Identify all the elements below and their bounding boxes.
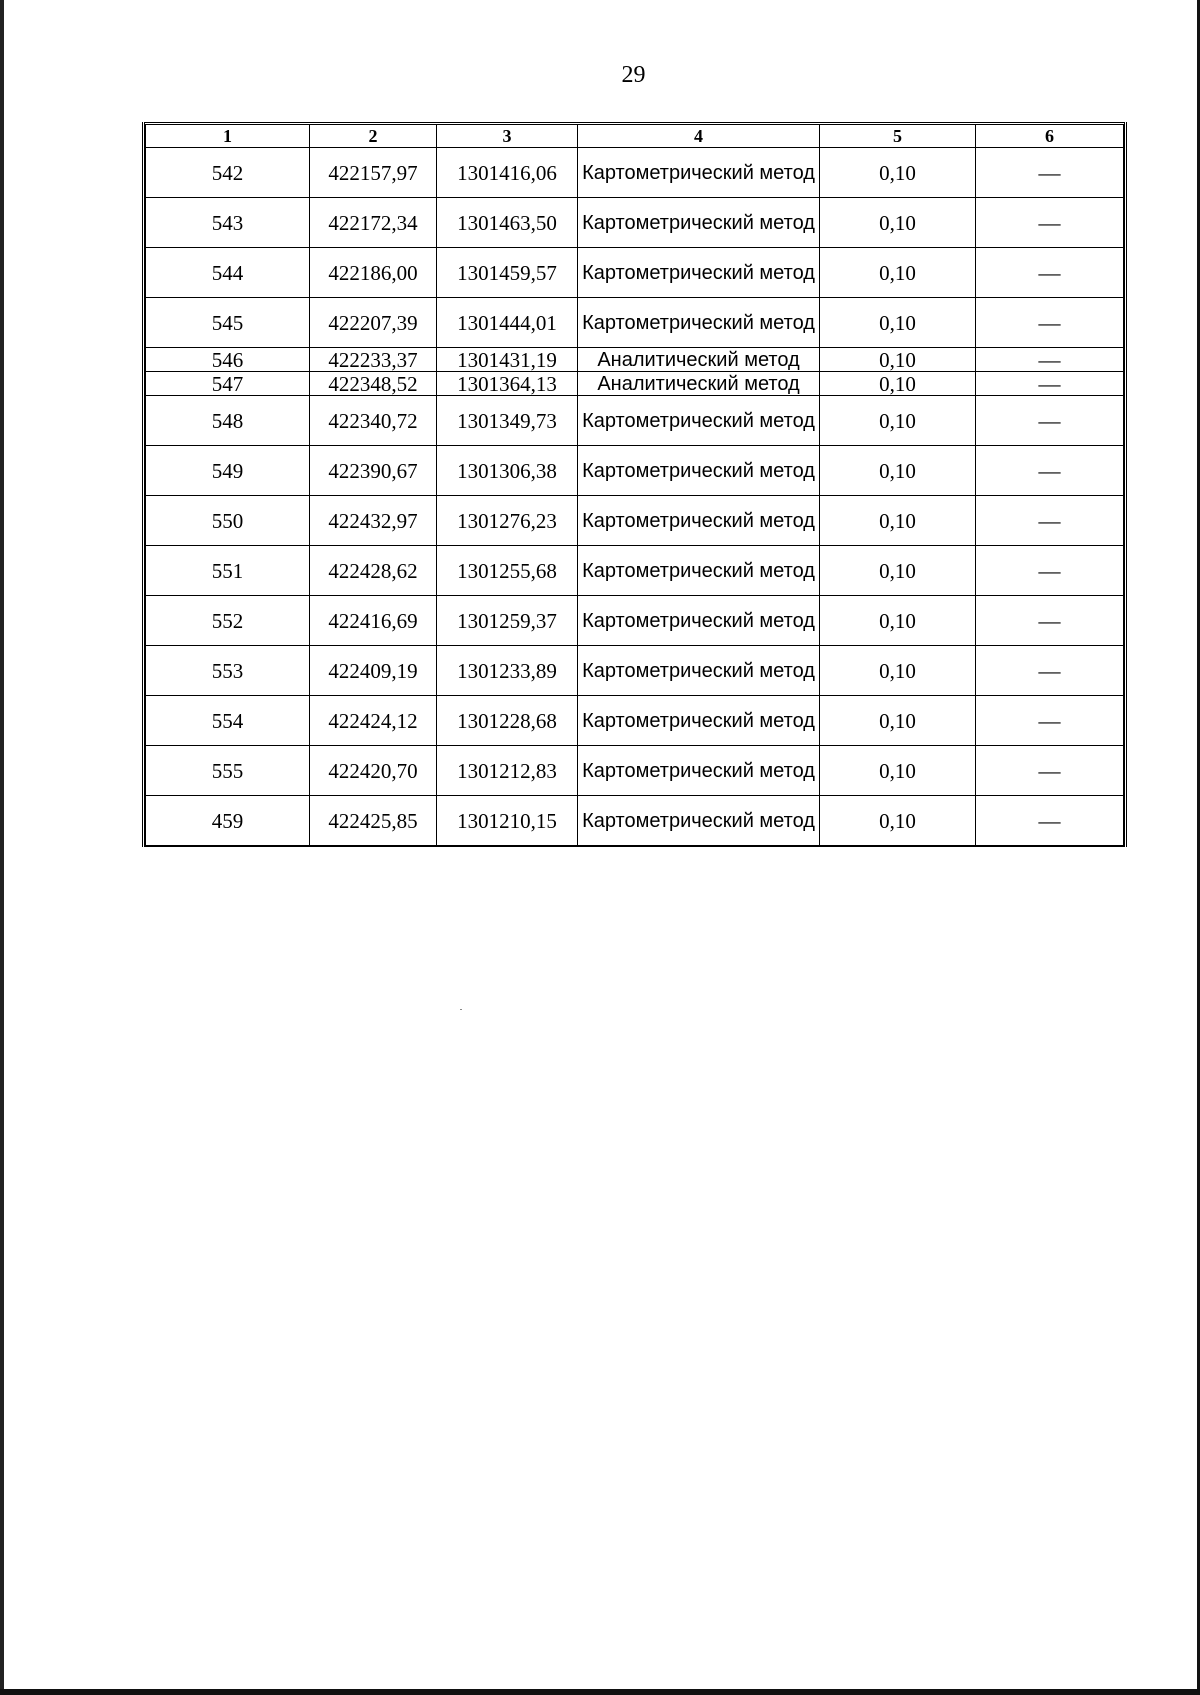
y-coordinate-cell: 1301255,68 [437, 546, 578, 596]
point-number-cell: 548 [146, 396, 310, 446]
precision-cell: 0,10 [820, 396, 976, 446]
header-col-1: 1 [146, 124, 310, 148]
table-row [146, 372, 1124, 396]
precision-cell: 0,10 [820, 646, 976, 696]
scan-border-left [0, 0, 4, 1695]
precision-cell: 0,10 [820, 596, 976, 646]
page-number: 29 [621, 62, 646, 88]
x-coordinate-cell: 422432,97 [310, 496, 437, 546]
precision-cell: 0,10 [820, 248, 976, 298]
method-cell: Картометрический метод [578, 646, 820, 696]
table-row [146, 696, 1124, 746]
x-coordinate-cell: 422420,70 [310, 746, 437, 796]
point-number-cell: 544 [146, 248, 310, 298]
y-coordinate-cell: 1301228,68 [437, 696, 578, 746]
note-cell: — [976, 348, 1124, 372]
header-col-4: 4 [578, 124, 820, 148]
scan-speck [460, 1009, 462, 1010]
y-coordinate-cell: 1301212,83 [437, 746, 578, 796]
method-cell: Картометрический метод [578, 796, 820, 847]
point-number-cell: 551 [146, 546, 310, 596]
x-coordinate-cell: 422348,52 [310, 372, 437, 396]
x-coordinate-cell: 422233,37 [310, 348, 437, 372]
note-cell: — [976, 148, 1124, 198]
point-number-cell: 543 [146, 198, 310, 248]
table-row [146, 248, 1124, 298]
precision-cell: 0,10 [820, 796, 976, 847]
method-cell: Картометрический метод [578, 198, 820, 248]
point-number-cell: 554 [146, 696, 310, 746]
x-coordinate-cell: 422157,97 [310, 148, 437, 198]
y-coordinate-cell: 1301463,50 [437, 198, 578, 248]
point-number-cell: 553 [146, 646, 310, 696]
note-cell: — [976, 546, 1124, 596]
y-coordinate-cell: 1301444,01 [437, 298, 578, 348]
table-row [146, 646, 1124, 696]
table-row [146, 348, 1124, 372]
y-coordinate-cell: 1301276,23 [437, 496, 578, 546]
header-row [146, 124, 1124, 148]
point-number-cell: 459 [146, 796, 310, 847]
y-coordinate-cell: 1301431,19 [437, 348, 578, 372]
x-coordinate-cell: 422390,67 [310, 446, 437, 496]
note-cell: — [976, 248, 1124, 298]
method-cell: Картометрический метод [578, 396, 820, 446]
table-row [146, 746, 1124, 796]
note-cell: — [976, 696, 1124, 746]
table-row [146, 796, 1124, 847]
precision-cell: 0,10 [820, 348, 976, 372]
note-cell: — [976, 496, 1124, 546]
method-cell: Картометрический метод [578, 248, 820, 298]
table-row [146, 198, 1124, 248]
precision-cell: 0,10 [820, 198, 976, 248]
y-coordinate-cell: 1301306,38 [437, 446, 578, 496]
method-cell: Аналитический метод [578, 372, 820, 396]
coordinates-table [145, 122, 1124, 847]
table-row [146, 496, 1124, 546]
note-cell: — [976, 298, 1124, 348]
y-coordinate-cell: 1301233,89 [437, 646, 578, 696]
method-cell: Картометрический метод [578, 496, 820, 546]
x-coordinate-cell: 422425,85 [310, 796, 437, 847]
method-cell: Картометрический метод [578, 446, 820, 496]
point-number-cell: 546 [146, 348, 310, 372]
table-row [146, 596, 1124, 646]
x-coordinate-cell: 422186,00 [310, 248, 437, 298]
table-row [146, 446, 1124, 496]
precision-cell: 0,10 [820, 298, 976, 348]
note-cell: — [976, 796, 1124, 847]
precision-cell: 0,10 [820, 446, 976, 496]
header-col-2: 2 [310, 124, 437, 148]
x-coordinate-cell: 422172,34 [310, 198, 437, 248]
precision-cell: 0,10 [820, 696, 976, 746]
method-cell: Картометрический метод [578, 148, 820, 198]
table-body [146, 148, 1124, 847]
header-col-3: 3 [437, 124, 578, 148]
table-row [146, 546, 1124, 596]
point-number-cell: 547 [146, 372, 310, 396]
note-cell: — [976, 596, 1124, 646]
table-row [146, 148, 1124, 198]
y-coordinate-cell: 1301210,15 [437, 796, 578, 847]
note-cell: — [976, 646, 1124, 696]
x-coordinate-cell: 422416,69 [310, 596, 437, 646]
x-coordinate-cell: 422424,12 [310, 696, 437, 746]
x-coordinate-cell: 422409,19 [310, 646, 437, 696]
note-cell: — [976, 446, 1124, 496]
precision-cell: 0,10 [820, 496, 976, 546]
note-cell: — [976, 396, 1124, 446]
point-number-cell: 550 [146, 496, 310, 546]
point-number-cell: 549 [146, 446, 310, 496]
x-coordinate-cell: 422340,72 [310, 396, 437, 446]
point-number-cell: 545 [146, 298, 310, 348]
x-coordinate-cell: 422207,39 [310, 298, 437, 348]
note-cell: — [976, 372, 1124, 396]
method-cell: Картометрический метод [578, 696, 820, 746]
scan-border-bottom [0, 1689, 1200, 1695]
method-cell: Аналитический метод [578, 348, 820, 372]
header-col-6: 6 [976, 124, 1124, 148]
precision-cell: 0,10 [820, 372, 976, 396]
table-row [146, 298, 1124, 348]
precision-cell: 0,10 [820, 148, 976, 198]
point-number-cell: 552 [146, 596, 310, 646]
method-cell: Картометрический метод [578, 546, 820, 596]
note-cell: — [976, 198, 1124, 248]
precision-cell: 0,10 [820, 746, 976, 796]
method-cell: Картометрический метод [578, 298, 820, 348]
y-coordinate-cell: 1301459,57 [437, 248, 578, 298]
table-row [146, 396, 1124, 446]
method-cell: Картометрический метод [578, 596, 820, 646]
y-coordinate-cell: 1301416,06 [437, 148, 578, 198]
method-cell: Картометрический метод [578, 746, 820, 796]
point-number-cell: 542 [146, 148, 310, 198]
precision-cell: 0,10 [820, 546, 976, 596]
coordinates-table-container [142, 122, 1127, 847]
header-col-5: 5 [820, 124, 976, 148]
y-coordinate-cell: 1301259,37 [437, 596, 578, 646]
note-cell: — [976, 746, 1124, 796]
x-coordinate-cell: 422428,62 [310, 546, 437, 596]
y-coordinate-cell: 1301364,13 [437, 372, 578, 396]
point-number-cell: 555 [146, 746, 310, 796]
y-coordinate-cell: 1301349,73 [437, 396, 578, 446]
table-header [146, 124, 1124, 148]
